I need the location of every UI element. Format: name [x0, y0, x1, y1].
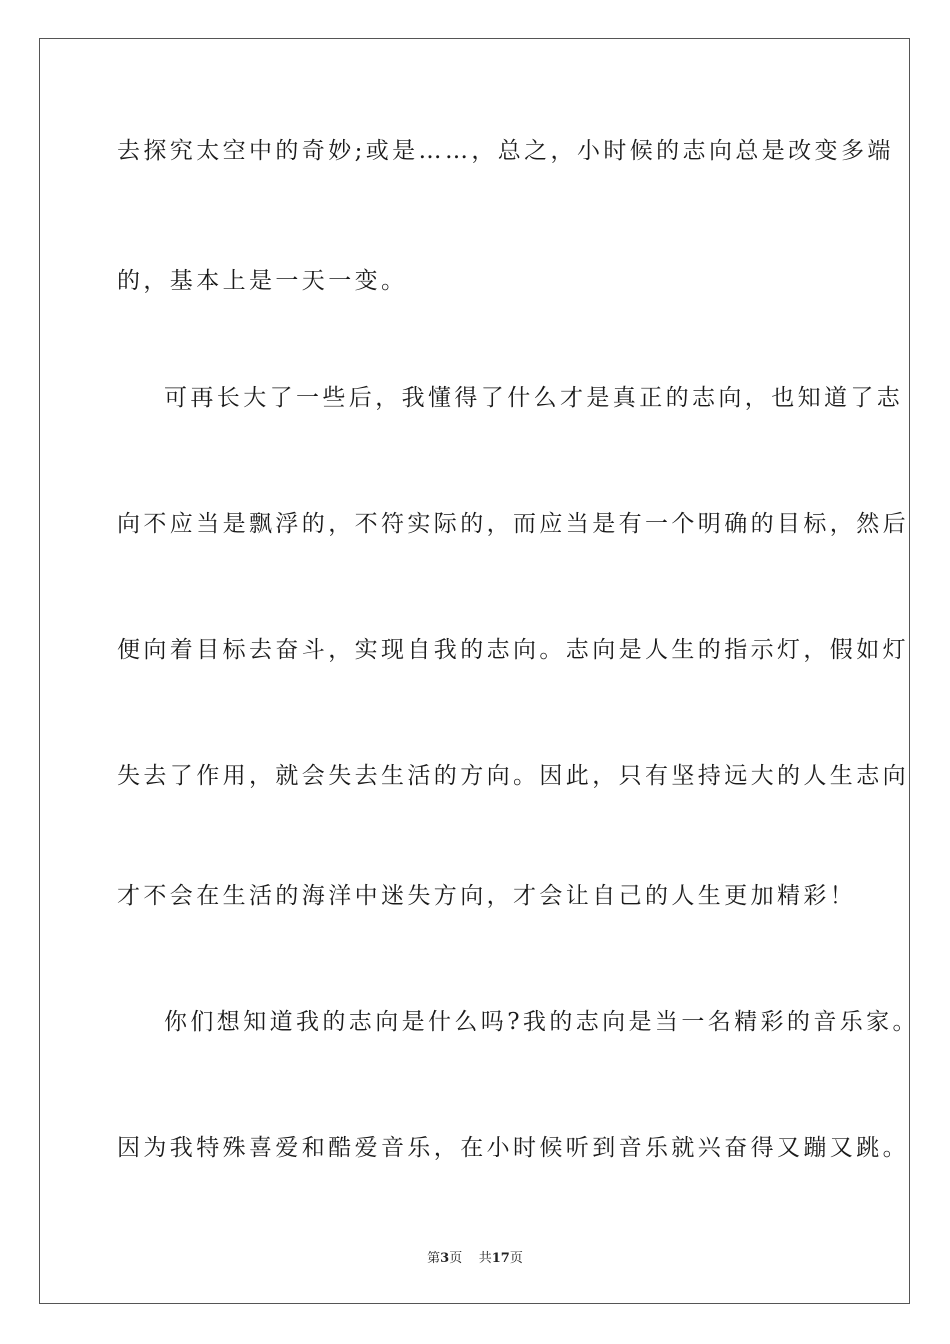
- page-footer: [0, 1247, 950, 1266]
- paragraph-line-3: 可再长大了一些后，我懂得了什么才是真正的志向，也知道了志: [164, 385, 904, 411]
- footer-page-number: 3: [440, 1251, 450, 1266]
- footer-total-suffix: 页: [509, 1251, 523, 1266]
- footer-total-prefix: 共: [478, 1251, 492, 1266]
- page-border: [39, 38, 919, 1304]
- paragraph-line-4: 向不应当是飘浮的，不符实际的，而应当是有一个明确的目标，然后: [117, 511, 909, 537]
- paragraph-line-9: 因为我特殊喜爱和酷爱音乐，在小时候听到音乐就兴奋得又蹦又跳。: [117, 1135, 909, 1161]
- paragraph-line-6: 失去了作用，就会失去生活的方向。因此，只有坚持远大的人生志向: [117, 763, 909, 789]
- paragraph-line-7: 才不会在生活的海洋中迷失方向，才会让自己的人生更加精彩！: [117, 883, 857, 909]
- footer-total-number: 17: [491, 1251, 510, 1266]
- paragraph-line-2: 的，基本上是一天一变。: [117, 268, 408, 294]
- paragraph-line-1: 去探究太空中的奇妙;或是……，总之，小时候的志向总是改变多端: [117, 138, 894, 164]
- paragraph-line-8: 你们想知道我的志向是什么吗?我的志向是当一名精彩的音乐家。: [164, 1009, 919, 1035]
- paragraph-line-5: 便向着目标去奋斗，实现自我的志向。志向是人生的指示灯，假如灯: [117, 637, 909, 663]
- footer-page-suffix: 页: [449, 1251, 463, 1266]
- footer-page-prefix: 第: [427, 1251, 441, 1266]
